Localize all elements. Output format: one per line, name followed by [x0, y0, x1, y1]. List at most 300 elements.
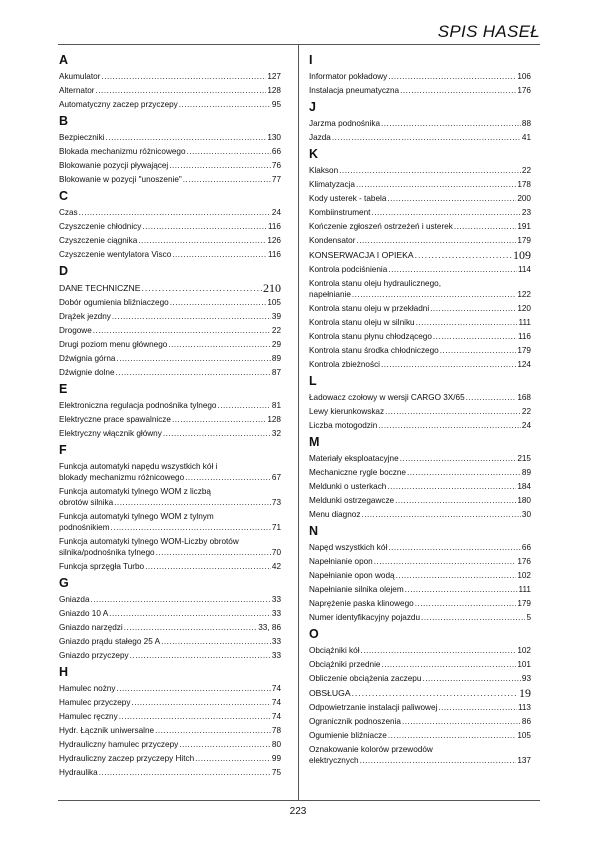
index-entry[interactable] [309, 177, 531, 191]
entry-label: Kody usterek - tabela [309, 194, 387, 203]
dot-leader [360, 755, 517, 766]
dot-leader [440, 345, 517, 356]
dot-leader [124, 622, 258, 633]
entry-label: Hamulec ręczny [59, 712, 118, 721]
entry-page-number: 29 [271, 340, 281, 349]
entry-label: Blokada mechanizmu różnicowego [59, 147, 186, 156]
entry-label: Dobór ogumienia bliźniaczego [59, 298, 169, 307]
entry-label: Kontrola stanu oleju w przekładni [309, 304, 430, 313]
entry-label: Materiały eksploatacyjne [309, 454, 399, 463]
entry-last-line [59, 472, 281, 483]
entry-label: Dźwignia górna [59, 354, 116, 363]
entry-page-number: 116 [517, 332, 531, 341]
index-entry[interactable] [309, 418, 531, 432]
entry-page-number: 74 [271, 698, 281, 707]
index-section [59, 381, 281, 440]
entry-label: Elektryczny włącznik główny [59, 429, 162, 438]
index-entry[interactable] [309, 390, 531, 404]
index-entry[interactable] [309, 276, 531, 301]
index-entry[interactable] [59, 130, 281, 144]
dot-leader [405, 584, 518, 595]
dot-leader [217, 400, 270, 411]
entry-label: Kombiinstrument [309, 208, 371, 217]
index-entry[interactable] [59, 559, 281, 573]
dot-leader [388, 730, 517, 741]
index-entry[interactable] [59, 398, 281, 412]
index-entry[interactable] [59, 323, 281, 337]
entry-page-number: 89 [521, 468, 531, 477]
page-title: SPIS HASEŁ [437, 22, 540, 41]
dot-leader [339, 165, 521, 176]
entry-page-number: 124 [517, 360, 531, 369]
entry-page-number: 5 [526, 613, 531, 622]
index-column-left [59, 52, 281, 779]
entry-label: Meldunki o usterkach [309, 482, 387, 491]
entry-label: Blokowanie pozycji pływającej [59, 161, 169, 170]
index-entry[interactable] [59, 509, 281, 534]
dot-leader [130, 650, 271, 661]
index-entry[interactable] [309, 714, 531, 728]
entry-page-number: 66 [271, 147, 281, 156]
entry-label: Oznakowanie kolorów przewodów [309, 745, 433, 754]
dot-leader [433, 331, 517, 342]
dot-leader [415, 598, 517, 609]
index-entry[interactable] [309, 540, 531, 554]
index-entry[interactable] [59, 412, 281, 426]
entry-page-number: 80 [271, 740, 281, 749]
index-entry[interactable] [59, 144, 281, 158]
entry-page-number: 105 [517, 731, 531, 740]
column-divider [298, 44, 299, 800]
index-entry[interactable] [59, 648, 281, 662]
entry-label: elektrycznych [309, 756, 359, 765]
dot-leader [172, 414, 266, 425]
entry-label: Obciążniki przednie [309, 660, 381, 669]
entry-label: Klakson [309, 166, 339, 175]
entry-page-number: 116 [267, 222, 281, 231]
entry-label: Kontrola stanu oleju w silniku [309, 318, 415, 327]
entry-label: Funkcja automatyki tylnego WOM z tylnym [59, 512, 214, 521]
index-section [309, 146, 531, 371]
index-entry[interactable] [59, 634, 281, 648]
index-entry[interactable] [59, 247, 281, 261]
dot-leader [430, 303, 516, 314]
dot-leader [361, 509, 520, 520]
entry-page-number: 32 [271, 429, 281, 438]
index-entry[interactable] [59, 484, 281, 509]
index-entry[interactable] [309, 685, 531, 700]
entry-label: Informator pokładowy [309, 72, 388, 81]
index-entry[interactable] [59, 365, 281, 379]
entry-label: Czyszczenie wentylatora Visco [59, 250, 172, 259]
page-number: 223 [289, 806, 307, 817]
entry-label: silnika/podnośnika tylnego [59, 548, 155, 557]
entry-label: Czas [59, 208, 78, 217]
index-entry[interactable] [59, 351, 281, 365]
entry-page-number: 114 [517, 265, 531, 274]
entry-page-number: 67 [271, 473, 281, 482]
entry-label: Hamulec nożny [59, 684, 116, 693]
entry-label: Numer identyfikacyjny pojazdu [309, 613, 421, 622]
index-entry[interactable] [309, 596, 531, 610]
entry-last-line [59, 547, 281, 558]
section-letter: G [59, 576, 69, 590]
dot-leader [179, 99, 271, 110]
index-entry[interactable] [309, 451, 531, 465]
entry-label: Drogowe [59, 326, 92, 335]
dot-leader [183, 174, 271, 185]
entry-label: Czyszczenie ciągnika [59, 236, 138, 245]
index-entry[interactable] [59, 205, 281, 219]
index-entry[interactable] [59, 534, 281, 559]
dot-leader [388, 542, 521, 553]
index-entry[interactable] [309, 343, 531, 357]
index-entry[interactable] [59, 592, 281, 606]
entry-label: Kontrola stanu oleju hydraulicznego, [309, 279, 441, 288]
index-entry[interactable] [59, 709, 281, 723]
index-entry[interactable] [59, 681, 281, 695]
index-entry[interactable] [309, 205, 531, 219]
entry-label: Automatyczny zaczep przyczepy [59, 100, 178, 109]
index-entry[interactable] [309, 582, 531, 596]
index-section [309, 434, 531, 521]
entry-page-number: 33, 86 [258, 623, 281, 632]
index-entry[interactable] [309, 507, 531, 521]
entry-page-number: 179 [517, 346, 531, 355]
index-entry[interactable] [309, 247, 531, 262]
dot-leader [168, 339, 271, 350]
entry-page-number: 215 [517, 454, 531, 463]
index-entry[interactable] [59, 309, 281, 323]
index-entry[interactable] [59, 83, 281, 97]
entry-label: Hydraulika [59, 768, 98, 777]
index-entry[interactable] [59, 459, 281, 484]
dot-leader [387, 193, 516, 204]
entry-page-number: 113 [517, 703, 531, 712]
index-entry[interactable] [309, 130, 531, 144]
entry-page-number: 81 [271, 401, 281, 410]
entry-label: Funkcja automatyki tylnego WOM-Liczby obrotów [59, 537, 239, 546]
entry-label: Hydrauliczny hamulec przyczepy [59, 740, 179, 749]
entry-label: Elektroniczna regulacja podnośnika tylnego [59, 401, 217, 410]
dot-leader [388, 264, 517, 275]
dot-leader [415, 250, 512, 261]
dot-leader [378, 420, 521, 431]
entry-page-number: 111 [518, 318, 531, 327]
entry-page-number: 102 [517, 571, 531, 580]
index-entry[interactable] [309, 301, 531, 315]
entry-page-number: 33 [271, 609, 281, 618]
entry-page-number: 74 [271, 712, 281, 721]
index-entry[interactable] [59, 695, 281, 709]
entry-page-number: 122 [517, 290, 531, 299]
dot-leader [400, 453, 517, 464]
index-section [59, 442, 281, 573]
entry-label: Meldunki ostrzegawcze [309, 496, 395, 505]
index-section [59, 664, 281, 779]
entry-last-line [309, 755, 531, 766]
entry-page-number: 120 [517, 304, 531, 313]
dot-leader [396, 570, 517, 581]
entry-label: napełnianie [309, 290, 351, 299]
index-entry[interactable] [309, 69, 531, 83]
entry-page-number: 41 [521, 133, 531, 142]
index-entry[interactable] [309, 357, 531, 371]
dot-leader [79, 207, 271, 218]
entry-page-number: 184 [517, 482, 531, 491]
entry-page-number: 39 [271, 312, 281, 321]
entry-page-number: 42 [271, 562, 281, 571]
dot-leader [422, 673, 520, 684]
entry-label: OBSŁUGA [309, 688, 351, 698]
index-entry[interactable] [59, 765, 281, 779]
entry-label: Gniazdo przyczepy [59, 651, 129, 660]
dot-leader [111, 522, 271, 533]
entry-label: Kontrola podciśnienia [309, 265, 388, 274]
dot-leader [356, 179, 516, 190]
index-entry[interactable] [309, 219, 531, 233]
index-entry[interactable] [309, 191, 531, 205]
dot-leader [352, 688, 518, 699]
entry-label: Ogranicznik podnoszenia [309, 717, 401, 726]
dot-leader [374, 556, 517, 567]
index-entry[interactable] [309, 465, 531, 479]
dot-leader [416, 317, 518, 328]
dot-leader [421, 612, 525, 623]
entry-page-number: 22 [521, 166, 531, 175]
entry-page-number: 180 [517, 496, 531, 505]
entry-page-number: 168 [517, 393, 531, 402]
index-entry[interactable] [309, 315, 531, 329]
entry-label: KONSERWACJA I OPIEKA [309, 250, 414, 260]
section-letter: D [59, 264, 69, 278]
dot-leader [187, 146, 271, 157]
dot-leader [466, 392, 517, 403]
entry-label: Hamulec przyczepy [59, 698, 131, 707]
section-letter: E [59, 382, 68, 396]
entry-page-number: 179 [517, 236, 531, 245]
index-entry[interactable] [309, 116, 531, 130]
entry-label: Mechaniczne rygle boczne [309, 468, 406, 477]
dot-leader [109, 608, 271, 619]
index-entry[interactable] [59, 172, 281, 186]
index-entry[interactable] [59, 158, 281, 172]
index-section [309, 626, 531, 767]
entry-label: Funkcja sprzęgła Turbo [59, 562, 145, 571]
index-section [309, 52, 531, 97]
entry-label: Jarzma podnośnika [309, 119, 380, 128]
index-section [59, 263, 281, 379]
index-entry[interactable] [59, 751, 281, 765]
index-entry[interactable] [309, 610, 531, 624]
dot-leader [156, 547, 271, 558]
index-section [309, 99, 531, 144]
entry-page-number: 130 [267, 133, 281, 142]
entry-page-number: 24 [271, 208, 281, 217]
index-entry[interactable] [59, 426, 281, 440]
index-entry[interactable] [309, 568, 531, 582]
dot-leader [116, 367, 271, 378]
index-entry[interactable] [59, 280, 281, 295]
entry-page-number: 19 [519, 686, 531, 700]
entry-label: Kontrola zbieżności [309, 360, 380, 369]
entry-page-number: 33 [271, 595, 281, 604]
bottom-divider [58, 800, 540, 801]
index-entry[interactable] [59, 737, 281, 751]
index-section [309, 373, 531, 432]
index-entry[interactable] [309, 728, 531, 742]
dot-leader [119, 711, 271, 722]
index-section [59, 113, 281, 186]
dot-leader [93, 325, 271, 336]
section-letter: M [309, 435, 320, 449]
index-entry[interactable] [59, 233, 281, 247]
entry-page-number: 128 [267, 415, 281, 424]
entry-label: Obciążniki kół [309, 646, 360, 655]
entry-page-number: 137 [517, 756, 531, 765]
dot-leader [371, 207, 520, 218]
dot-leader [142, 283, 263, 294]
entry-page-number: 109 [513, 248, 531, 262]
dot-leader [138, 235, 266, 246]
index-entry[interactable] [309, 404, 531, 418]
index-entry[interactable] [59, 295, 281, 309]
entry-page-number: 111 [518, 585, 531, 594]
dot-leader [101, 71, 266, 82]
entry-label: Odpowietrzanie instalacji paliwowej [309, 703, 438, 712]
index-section [59, 188, 281, 261]
entry-page-number: 106 [517, 72, 531, 81]
section-letter: N [309, 524, 319, 538]
entry-page-number: 22 [271, 326, 281, 335]
section-letter: B [59, 114, 69, 128]
index-entry[interactable] [309, 643, 531, 657]
dot-leader [131, 697, 270, 708]
dot-leader [145, 561, 271, 572]
section-letter: A [59, 53, 69, 67]
dot-leader [395, 495, 516, 506]
dot-leader [381, 118, 521, 129]
entry-page-number: 128 [267, 86, 281, 95]
entry-label: Klimatyzacja [309, 180, 355, 189]
entry-label: Napełnianie opon wodą [309, 571, 395, 580]
entry-label: Obliczenie obciążenia zaczepu [309, 674, 422, 683]
entry-page-number: 33 [271, 651, 281, 660]
entry-page-number: 210 [263, 281, 281, 295]
entry-page-number: 23 [521, 208, 531, 217]
entry-label: Ładowacz czołowy w wersji CARGO 3X/65 [309, 393, 465, 402]
entry-label: Liczba motogodzin [309, 421, 378, 430]
dot-leader [332, 132, 521, 143]
entry-last-line [309, 289, 531, 300]
index-entry[interactable] [309, 233, 531, 247]
index-entry[interactable] [309, 479, 531, 493]
entry-page-number: 127 [267, 72, 281, 81]
index-entry[interactable] [309, 262, 531, 276]
index-entry[interactable] [309, 493, 531, 507]
dot-leader [99, 767, 271, 778]
entry-label: Gniazdo 10 A [59, 609, 109, 618]
index-entry[interactable] [59, 219, 281, 233]
dot-leader [352, 289, 516, 300]
dot-leader [179, 739, 271, 750]
entry-page-number: 75 [271, 768, 281, 777]
entry-label: Bezpieczniki [59, 133, 105, 142]
section-letter: J [309, 100, 316, 114]
entry-page-number: 105 [267, 298, 281, 307]
entry-page-number: 179 [517, 599, 531, 608]
section-letter: K [309, 147, 319, 161]
dot-leader [195, 753, 271, 764]
entry-label: obrotów silnika [59, 498, 114, 507]
index-entry[interactable] [309, 554, 531, 568]
section-letter: I [309, 53, 313, 67]
index-entry[interactable] [309, 671, 531, 685]
entry-label: blokady mechanizmu różnicowego [59, 473, 185, 482]
dot-leader [161, 636, 271, 647]
index-entry[interactable] [59, 620, 281, 634]
dot-leader [402, 716, 521, 727]
index-column-right [309, 52, 531, 767]
entry-page-number: 24 [521, 421, 531, 430]
entry-last-line [59, 497, 281, 508]
dot-leader [116, 353, 270, 364]
entry-page-number: 30 [521, 510, 531, 519]
index-entry[interactable] [59, 606, 281, 620]
entry-label: Hydrauliczny zaczep przyczepy Hitch [59, 754, 195, 763]
entry-label: DANE TECHNICZNE [59, 283, 141, 293]
dot-leader [91, 594, 271, 605]
index-entry[interactable] [59, 97, 281, 111]
entry-label: Hydr. Łącznik uniwersalne [59, 726, 155, 735]
entry-label: Gniazdo prądu stałego 25 A [59, 637, 161, 646]
index-entry[interactable] [309, 742, 531, 767]
entry-page-number: 102 [517, 646, 531, 655]
dot-leader [169, 160, 271, 171]
index-entry[interactable] [309, 700, 531, 714]
dot-leader [438, 702, 517, 713]
dot-leader [356, 235, 516, 246]
index-entry[interactable] [309, 329, 531, 343]
index-section [59, 575, 281, 662]
dot-leader [407, 467, 521, 478]
dot-leader [361, 645, 517, 656]
entry-page-number: 176 [517, 557, 531, 566]
section-letter: F [59, 443, 67, 457]
index-entry[interactable] [309, 657, 531, 671]
section-letter: L [309, 374, 317, 388]
entry-page-number: 76 [271, 161, 281, 170]
index-entry[interactable] [309, 83, 531, 97]
index-entry[interactable] [59, 337, 281, 351]
entry-page-number: 88 [521, 119, 531, 128]
entry-page-number: 33 [271, 637, 281, 646]
dot-leader [155, 725, 271, 736]
entry-label: podnośnikiem [59, 523, 110, 532]
entry-page-number: 66 [521, 543, 531, 552]
entry-page-number: 93 [521, 674, 531, 683]
entry-page-number: 22 [521, 407, 531, 416]
index-entry[interactable] [59, 69, 281, 83]
entry-label: Napęd wszystkich kół [309, 543, 388, 552]
index-entry[interactable] [309, 163, 531, 177]
entry-label: Dźwignie dolne [59, 368, 115, 377]
dot-leader [381, 659, 516, 670]
dot-leader [385, 406, 521, 417]
entry-label: Kontrola stanu płynu chłodzącego [309, 332, 432, 341]
index-entry[interactable] [59, 723, 281, 737]
top-divider [58, 44, 540, 45]
